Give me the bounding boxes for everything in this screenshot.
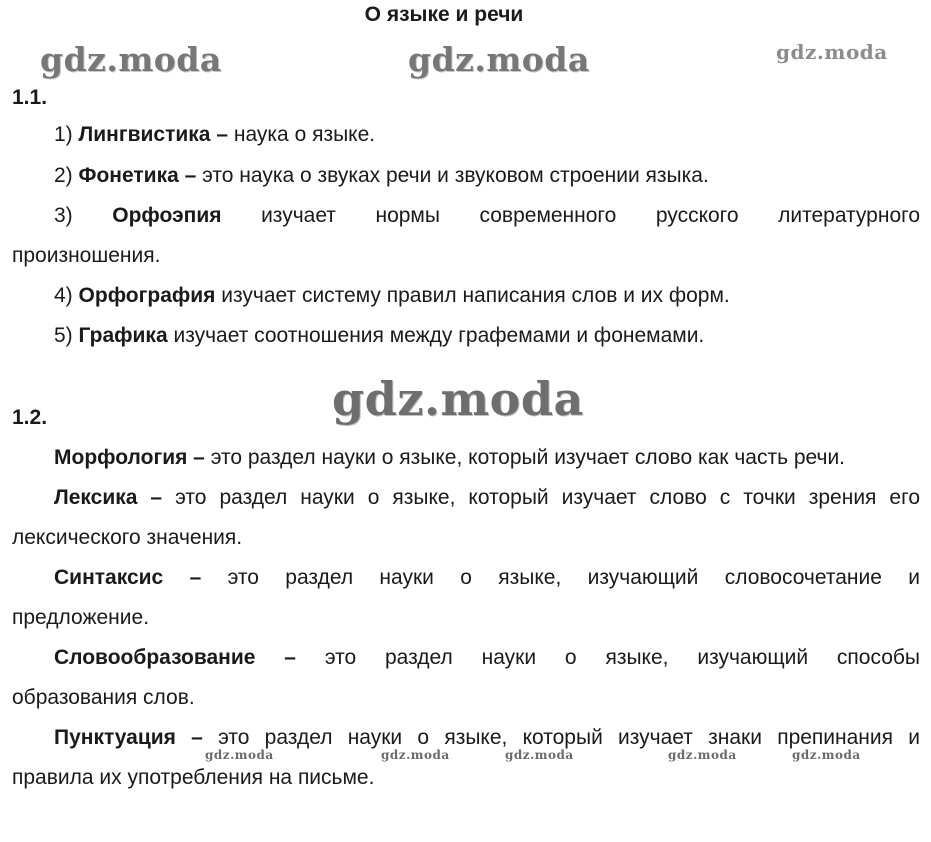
item-term: Словообразование –	[54, 646, 296, 669]
watermark: gdz.moda	[408, 40, 590, 79]
item-term: Лексика –	[54, 486, 163, 509]
item-prefix: 2)	[54, 164, 73, 187]
definition-item	[54, 646, 920, 670]
list-item	[54, 123, 375, 147]
item-text: изучает соотношения между графемами и фонемами.	[173, 324, 705, 347]
item-continuation: образования слов.	[12, 686, 195, 709]
watermark: gdz.moda	[776, 40, 888, 64]
item-text: наука о языке.	[233, 123, 376, 146]
list-item	[54, 164, 709, 188]
item-text: это раздел науки о языке, который изучает слово как часть речи.	[210, 446, 846, 469]
item-term: Пунктуация –	[54, 726, 203, 749]
definition-item	[54, 726, 920, 750]
watermark: gdz.moda	[792, 748, 861, 762]
item-term: Лингвистика –	[78, 123, 229, 146]
item-continuation: предложение.	[12, 606, 150, 629]
item-continuation: правила их употребления на письме.	[12, 766, 375, 789]
definition-item	[54, 486, 920, 510]
item-term: Морфология –	[54, 446, 205, 469]
section-number: 1.2.	[12, 406, 48, 429]
definition-item	[54, 446, 845, 470]
watermark: gdz.moda	[332, 372, 584, 426]
item-term: Фонетика –	[78, 164, 197, 187]
item-text: это раздел науки о языке, который изучает слово с точки зрения его	[175, 486, 920, 509]
page-title: О языке и речи	[364, 3, 524, 26]
item-continuation: произношения.	[12, 244, 161, 267]
item-text: изучает систему правил написания слов и их форм.	[221, 284, 730, 307]
section-number: 1.1.	[12, 86, 48, 109]
watermark: gdz.moda	[40, 40, 222, 79]
item-prefix: 3)	[54, 204, 73, 227]
item-text: это наука о звуках речи и звуковом строении языка.	[202, 164, 709, 187]
watermark: gdz.moda	[381, 748, 450, 762]
item-term: Синтаксис –	[54, 566, 202, 589]
watermark: gdz.moda	[205, 748, 274, 762]
item-prefix: 5)	[54, 324, 73, 347]
item-term: Орфография	[78, 284, 216, 307]
item-text: изучает нормы современного русского литературного	[261, 204, 920, 227]
item-term: Графика	[78, 324, 168, 347]
item-text: это раздел науки о языке, который изучает знаки препинания и	[218, 726, 920, 749]
item-continuation: лексического значения.	[12, 526, 243, 549]
list-item	[54, 284, 730, 308]
list-item	[54, 204, 920, 228]
list-item	[54, 324, 704, 348]
definition-item	[54, 566, 920, 590]
item-prefix: 4)	[54, 284, 73, 307]
item-text: это раздел науки о языке, изучающий словосочетание и	[227, 566, 921, 589]
item-text: это раздел науки о языке, изучающий способы	[324, 646, 921, 669]
watermark: gdz.moda	[505, 748, 574, 762]
watermark: gdz.moda	[668, 748, 737, 762]
item-term: Орфоэпия	[112, 204, 222, 227]
item-prefix: 1)	[54, 123, 73, 146]
